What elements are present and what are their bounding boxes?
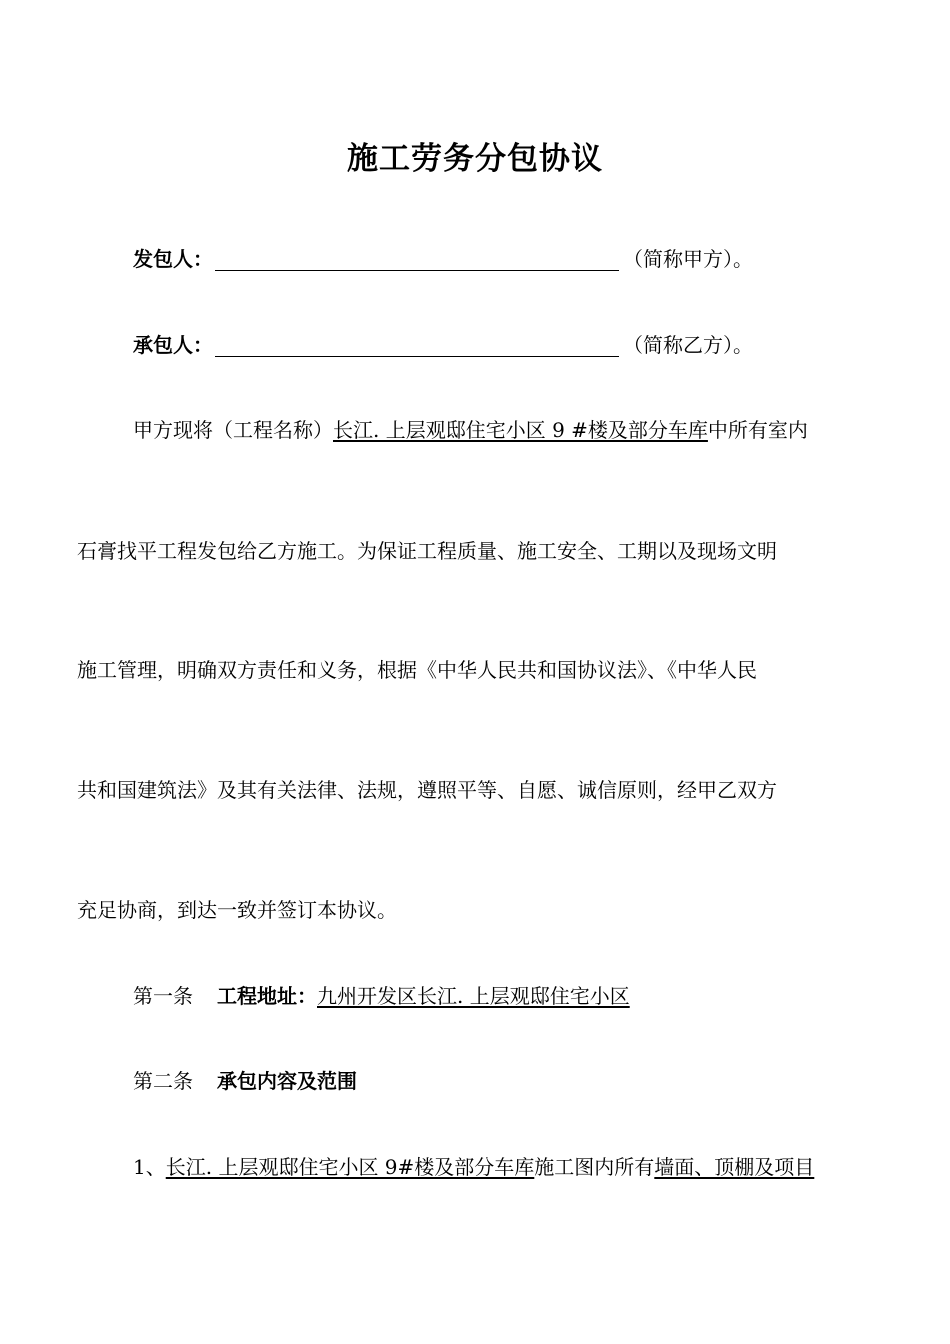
intro-line-3: 施工管理，明确双方责任和义务，根据《中华人民共和国协议法》、《中华人民 bbox=[77, 658, 757, 682]
item-1 bbox=[133, 1155, 814, 1179]
employer-label: 发包人： bbox=[133, 247, 213, 271]
article-2 bbox=[133, 1069, 357, 1093]
article-1-heading: 工程地址： bbox=[217, 984, 317, 1008]
intro-line-4: 共和国建筑法》及其有关法律、法规，遵照平等、自愿、诚信原则，经甲乙双方 bbox=[77, 778, 777, 802]
intro-line-1 bbox=[133, 418, 808, 442]
contractor-label: 承包人： bbox=[133, 333, 213, 357]
intro-line-5: 充足协商，到达一致并签订本协议。 bbox=[77, 898, 397, 922]
document-title: 施工劳务分包协议 bbox=[347, 141, 603, 177]
item-1-project: 长江. 上层观邸住宅小区 9#楼及部分车库 bbox=[165, 1155, 535, 1179]
article-1-value: 九州开发区长江. 上层观邸住宅小区 bbox=[317, 984, 630, 1008]
intro-project-name: 长江. 上层观邸住宅小区 9 #楼及部分车库 bbox=[333, 418, 708, 442]
employer-suffix: （简称甲方）。 bbox=[623, 247, 753, 271]
item-1-middle: 施工图内所有 bbox=[534, 1155, 655, 1179]
employer-blank-field[interactable] bbox=[215, 248, 619, 271]
intro-prefix: 甲方现将（工程名称） bbox=[133, 418, 333, 442]
article-1 bbox=[133, 984, 630, 1008]
item-1-number: 1、 bbox=[133, 1155, 166, 1179]
contractor-suffix: （简称乙方）。 bbox=[623, 333, 753, 357]
intro-line-2: 石膏找平工程发包给乙方施工。为保证工程质量、施工安全、工期以及现场文明 bbox=[77, 539, 777, 563]
item-1-scope: 墙面、顶棚及项目 bbox=[654, 1155, 815, 1179]
contractor-blank-field[interactable] bbox=[215, 334, 619, 357]
article-2-heading: 承包内容及范围 bbox=[217, 1069, 357, 1093]
article-2-number: 第二条 bbox=[133, 1069, 193, 1093]
intro-suffix: 中所有室内 bbox=[707, 418, 808, 442]
article-1-number: 第一条 bbox=[133, 984, 193, 1008]
contractor-line bbox=[133, 333, 753, 357]
employer-line bbox=[133, 247, 753, 271]
